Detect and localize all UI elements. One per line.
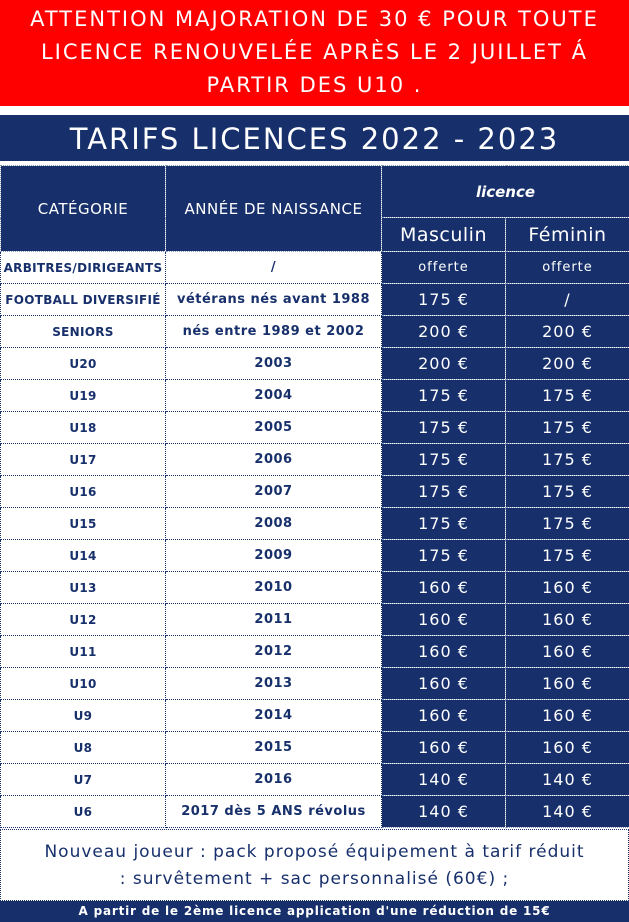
table-row bbox=[1, 316, 629, 348]
price-feminin-cell: offerte bbox=[506, 252, 629, 284]
price-feminin-cell: / bbox=[506, 284, 629, 316]
category-cell: U15 bbox=[1, 508, 166, 540]
birth-year-cell: 2005 bbox=[166, 412, 382, 444]
price-masculin-cell: 175 € bbox=[382, 540, 506, 572]
birth-year-cell: 2006 bbox=[166, 444, 382, 476]
price-masculin-cell: 175 € bbox=[382, 412, 506, 444]
table-row bbox=[1, 380, 629, 412]
price-masculin-cell: 175 € bbox=[382, 508, 506, 540]
table-row bbox=[1, 284, 629, 316]
table-row bbox=[1, 796, 629, 828]
table-row bbox=[1, 604, 629, 636]
tariff-rows bbox=[1, 252, 629, 828]
price-feminin-cell: 175 € bbox=[506, 412, 629, 444]
header-feminin: Féminin bbox=[506, 218, 629, 252]
table-row bbox=[1, 444, 629, 476]
birth-year-cell: 2013 bbox=[166, 668, 382, 700]
category-cell: U6 bbox=[1, 796, 166, 828]
price-feminin-cell: 160 € bbox=[506, 668, 629, 700]
birth-year-cell: 2008 bbox=[166, 508, 382, 540]
price-masculin-cell: 160 € bbox=[382, 700, 506, 732]
birth-year-cell: 2017 dès 5 ANS révolus bbox=[166, 796, 382, 828]
category-cell: U11 bbox=[1, 636, 166, 668]
table-row bbox=[1, 764, 629, 796]
price-feminin-cell: 160 € bbox=[506, 732, 629, 764]
warning-line-3: PARTIR DES U10 . bbox=[206, 73, 423, 97]
birth-year-cell: 2009 bbox=[166, 540, 382, 572]
category-cell: U20 bbox=[1, 348, 166, 380]
category-cell: SENIORS bbox=[1, 316, 166, 348]
table-row bbox=[1, 636, 629, 668]
category-cell: FOOTBALL DIVERSIFIÉ bbox=[1, 284, 166, 316]
price-feminin-cell: 175 € bbox=[506, 508, 629, 540]
table-row bbox=[1, 508, 629, 540]
price-masculin-cell: 175 € bbox=[382, 380, 506, 412]
table-row bbox=[1, 540, 629, 572]
separator bbox=[0, 106, 629, 115]
price-feminin-cell: 200 € bbox=[506, 316, 629, 348]
category-cell: U17 bbox=[1, 444, 166, 476]
page-title: TARIFS LICENCES 2022 - 2023 bbox=[0, 115, 629, 163]
price-feminin-cell: 160 € bbox=[506, 572, 629, 604]
warning-line-2: LICENCE RENOUVELÉE APRÈS LE 2 JUILLET Á bbox=[40, 40, 589, 64]
birth-year-cell: nés entre 1989 et 2002 bbox=[166, 316, 382, 348]
price-feminin-cell: 175 € bbox=[506, 540, 629, 572]
category-cell: U8 bbox=[1, 732, 166, 764]
price-masculin-cell: 200 € bbox=[382, 316, 506, 348]
category-cell: U18 bbox=[1, 412, 166, 444]
tariff-table bbox=[0, 165, 629, 828]
price-masculin-cell: 175 € bbox=[382, 476, 506, 508]
category-cell: U16 bbox=[1, 476, 166, 508]
category-cell: U9 bbox=[1, 700, 166, 732]
category-cell: U13 bbox=[1, 572, 166, 604]
price-masculin-cell: 200 € bbox=[382, 348, 506, 380]
table-row bbox=[1, 412, 629, 444]
header-licence: licence bbox=[382, 166, 629, 218]
price-feminin-cell: 175 € bbox=[506, 476, 629, 508]
category-cell: ARBITRES/DIRIGEANTS bbox=[1, 252, 166, 284]
price-feminin-cell: 175 € bbox=[506, 444, 629, 476]
header-masculin: Masculin bbox=[382, 218, 506, 252]
category-cell: U12 bbox=[1, 604, 166, 636]
price-feminin-cell: 140 € bbox=[506, 796, 629, 828]
birth-year-cell: 2016 bbox=[166, 764, 382, 796]
table-row bbox=[1, 732, 629, 764]
discount-note: A partir de le 2ème licence application d'une réduction de 15€ bbox=[0, 901, 629, 922]
price-masculin-cell: 160 € bbox=[382, 572, 506, 604]
price-feminin-cell: 160 € bbox=[506, 636, 629, 668]
new-player-line-2: : survêtement + sac personnalisé (60€) ; bbox=[119, 869, 510, 889]
header-birth-year: ANNÉE DE NAISSANCE bbox=[166, 166, 382, 252]
birth-year-cell: 2011 bbox=[166, 604, 382, 636]
table-row bbox=[1, 668, 629, 700]
new-player-line-1: Nouveau joueur : pack proposé équipement à tarif réduit bbox=[44, 842, 585, 862]
birth-year-cell: 2010 bbox=[166, 572, 382, 604]
price-feminin-cell: 160 € bbox=[506, 604, 629, 636]
price-feminin-cell: 175 € bbox=[506, 380, 629, 412]
birth-year-cell: vétérans nés avant 1988 bbox=[166, 284, 382, 316]
warning-banner bbox=[0, 0, 629, 106]
category-cell: U19 bbox=[1, 380, 166, 412]
birth-year-cell: 2014 bbox=[166, 700, 382, 732]
new-player-note bbox=[0, 829, 629, 901]
birth-year-cell: 2015 bbox=[166, 732, 382, 764]
birth-year-cell: 2012 bbox=[166, 636, 382, 668]
price-masculin-cell: 140 € bbox=[382, 796, 506, 828]
price-feminin-cell: 140 € bbox=[506, 764, 629, 796]
category-cell: U7 bbox=[1, 764, 166, 796]
table-row bbox=[1, 700, 629, 732]
category-cell: U14 bbox=[1, 540, 166, 572]
birth-year-cell: 2007 bbox=[166, 476, 382, 508]
price-masculin-cell: offerte bbox=[382, 252, 506, 284]
birth-year-cell: 2003 bbox=[166, 348, 382, 380]
price-masculin-cell: 160 € bbox=[382, 668, 506, 700]
table-row bbox=[1, 348, 629, 380]
category-cell: U10 bbox=[1, 668, 166, 700]
price-masculin-cell: 160 € bbox=[382, 636, 506, 668]
table-row bbox=[1, 476, 629, 508]
price-masculin-cell: 175 € bbox=[382, 444, 506, 476]
price-masculin-cell: 140 € bbox=[382, 764, 506, 796]
price-masculin-cell: 175 € bbox=[382, 284, 506, 316]
header-category: CATÉGORIE bbox=[1, 166, 166, 252]
table-row bbox=[1, 252, 629, 284]
birth-year-cell: / bbox=[166, 252, 382, 284]
birth-year-cell: 2004 bbox=[166, 380, 382, 412]
price-feminin-cell: 160 € bbox=[506, 700, 629, 732]
price-feminin-cell: 200 € bbox=[506, 348, 629, 380]
price-masculin-cell: 160 € bbox=[382, 604, 506, 636]
table-row bbox=[1, 572, 629, 604]
warning-line-1: ATTENTION MAJORATION DE 30 € POUR TOUTE bbox=[30, 7, 599, 31]
price-masculin-cell: 160 € bbox=[382, 732, 506, 764]
